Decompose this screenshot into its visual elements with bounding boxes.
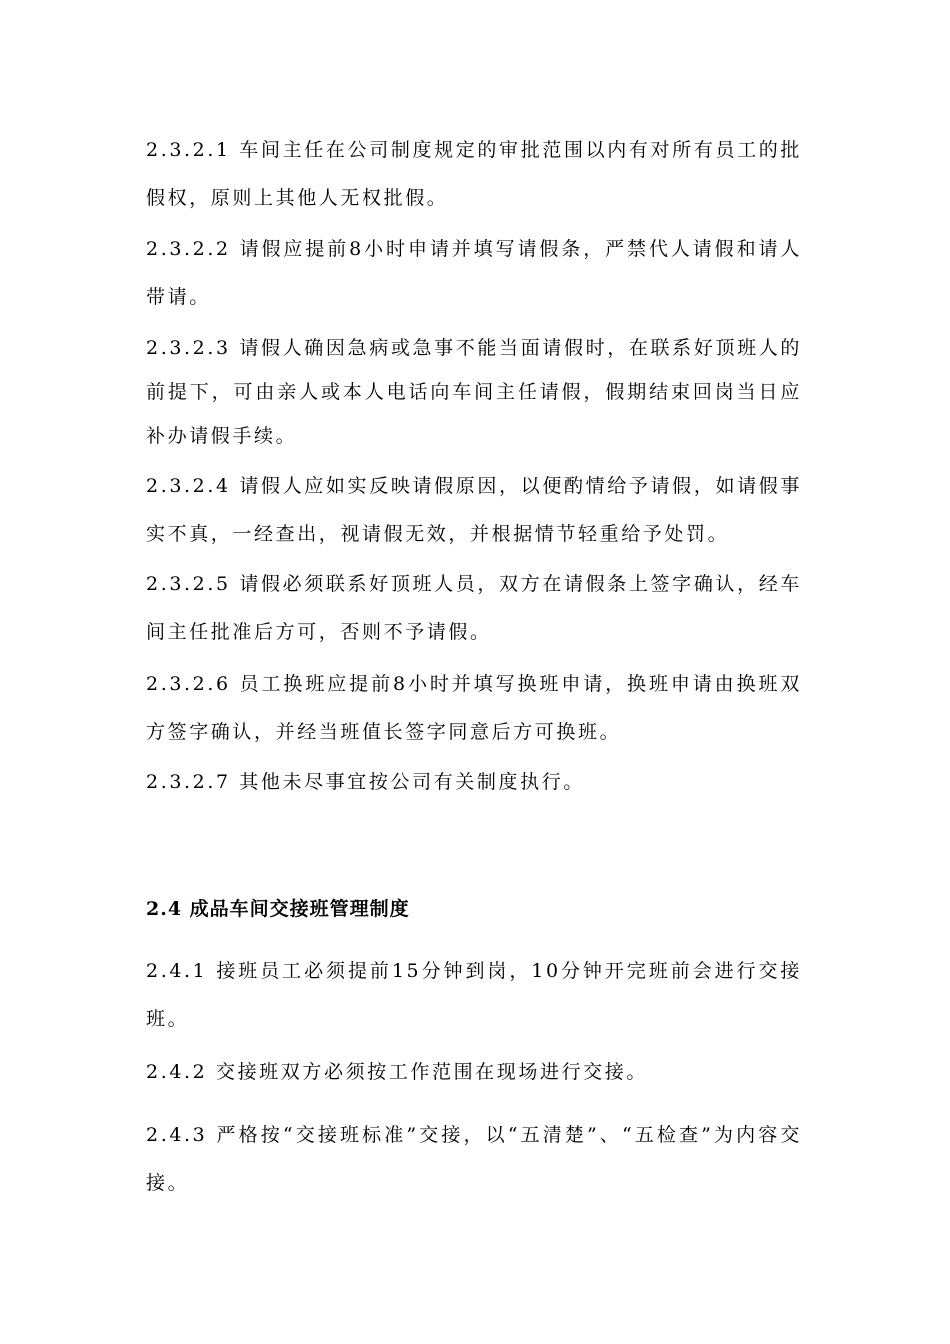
paragraph-2-3-2-3: 2.3.2.3 请假人确因急病或急事不能当面请假时，在联系好顶班人的前提下，可由亲人或本人电话向车间主任请假，假期结束回岗当日应补办请假手续。	[146, 337, 802, 447]
paragraph-2-4-1: 2.4.1 接班员工必须提前15分钟到岗，10分钟开完班前会进行交接班。	[146, 960, 802, 1030]
paragraph-2-3-2-5: 2.3.2.5 请假必须联系好顶班人员，双方在请假条上签字确认，经车间主任批准后方可，否则不予请假。	[146, 573, 802, 643]
paragraph-2-3-2-4: 2.3.2.4 请假人应如实反映请假原因，以便酌情给予请假，如请假事实不真，一经查出，视请假无效，并根据情节轻重给予处罚。	[146, 475, 802, 545]
paragraph-2-3-2-2: 2.3.2.2 请假应提前8小时申请并填写请假条，严禁代人请假和请人带请。	[146, 238, 802, 308]
paragraph-2-3-2-1: 2.3.2.1 车间主任在公司制度规定的审批范围以内有对所有员工的批假权，原则上其他人无权批假。	[146, 139, 802, 209]
section-heading-2-4: 2.4 成品车间交接班管理制度	[146, 898, 410, 920]
paragraph-2-3-2-6: 2.3.2.6 员工换班应提前8小时并填写换班申请，换班申请由换班双方签字确认，并经当班值长签字同意后方可换班。	[146, 673, 802, 743]
paragraph-2-4-3: 2.4.3 严格按“交接班标准”交接，以“五清楚”、“五检查”为内容交接。	[146, 1124, 802, 1194]
paragraph-2-3-2-7: 2.3.2.7 其他未尽事宜按公司有关制度执行。	[146, 771, 585, 793]
paragraph-2-4-2: 2.4.2 交接班双方必须按工作范围在现场进行交接。	[146, 1061, 648, 1083]
